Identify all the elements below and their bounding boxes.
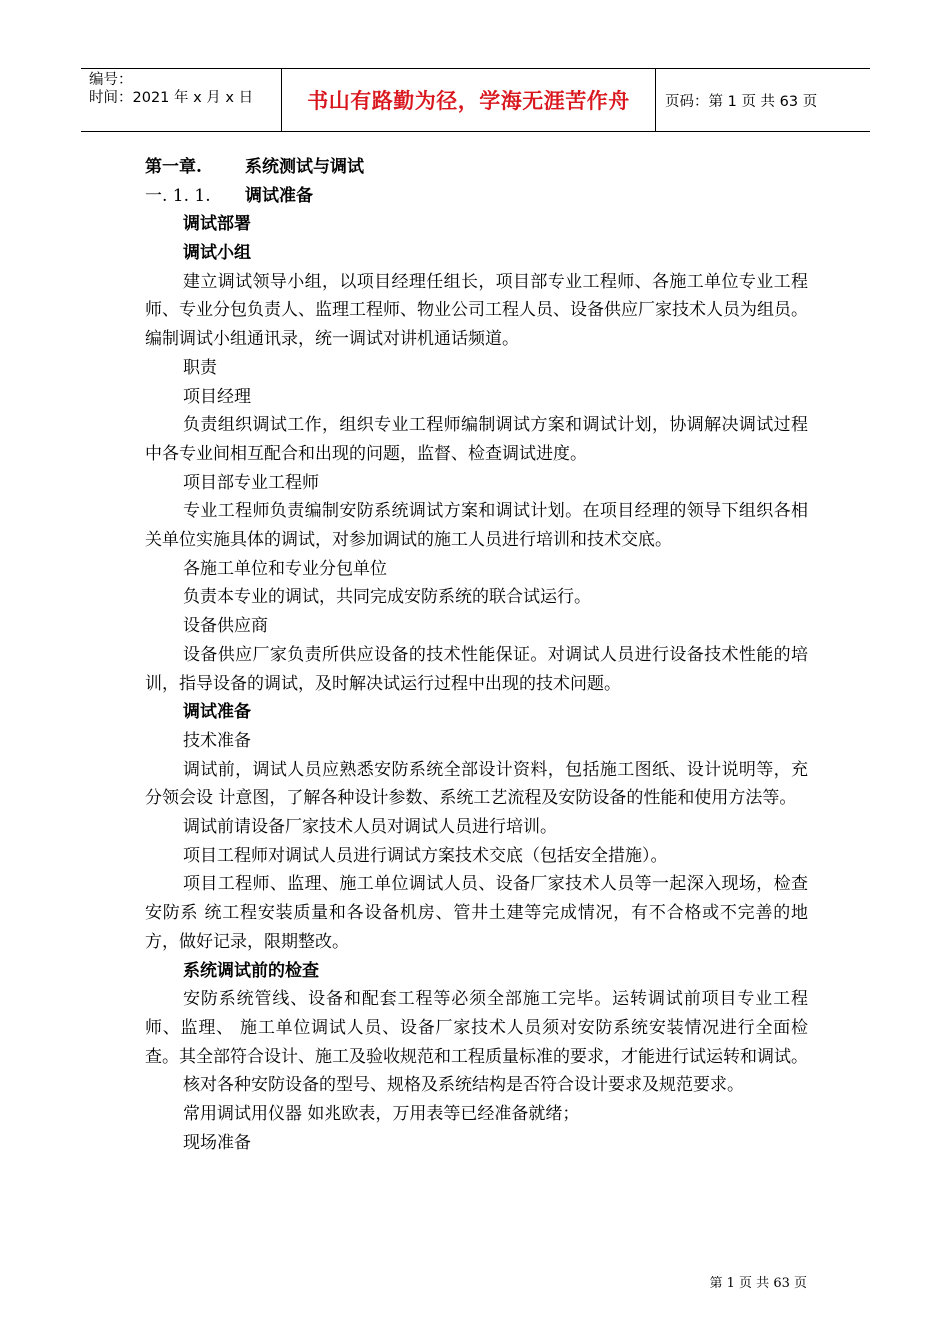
document-body: [145, 153, 808, 1157]
time-label: 时间：2021 年 x 月 x 日: [89, 90, 254, 106]
page-footer: 第 1 页 共 63 页: [709, 1276, 807, 1291]
chapter-title: 系统测试与调试: [245, 157, 364, 177]
section-heading: [145, 182, 808, 211]
paragraph-tech-4: 项目工程师、监理、施工单位调试人员、设备厂家技术人员等一起深入现场，检查安防系 统工程安装质量和各设备机房、管井土建等完成情况，有不合格或不完善的地方，做好记录，限期整改。: [145, 874, 808, 952]
subheading-prep: 调试准备: [183, 702, 251, 723]
label-pm: 项目经理: [183, 386, 251, 407]
chapter-number: 第一章.: [145, 157, 202, 177]
paragraph-pm: 负责组织调试工作，组织专业工程师编制调试方案和调试计划，协调解决调试过程中各专业间相互配合和出现的问题，监督、检查调试进度。: [145, 415, 808, 464]
paragraph-engineer: 专业工程师负责编制安防系统调试方案和调试计划。在项目经理的领导下组织各相关单位实施具体的调试，对参加调试的施工人员进行培训和技术交底。: [145, 501, 808, 551]
paragraph-contractors: 负责本专业的调试，共同完成安防系统的联合试运行。: [183, 587, 591, 608]
section-number: 一. 1. 1.: [145, 185, 211, 206]
subheading-deploy: 调试部署: [183, 214, 251, 235]
header-motto: 书山有路勤为径，学海无涯苦作舟: [282, 69, 656, 131]
paragraph-tech-3: 项目工程师对调试人员进行调试方案技术交底（包括安全措施）。: [183, 845, 668, 866]
label-engineer: 项目部专业工程师: [183, 472, 319, 493]
chapter-heading: [145, 153, 808, 182]
serial-label: 编号：: [89, 72, 133, 88]
paragraph-tech-1: 调试前，调试人员应熟悉安防系统全部设计资料，包括施工图纸、设计说明等，充分领会设 计意图，了解各种设计参数、系统工艺流程及安防设备的性能和使用方法等。: [145, 759, 808, 809]
label-tech-prep: 技术准备: [183, 730, 251, 751]
paragraph-group: 建立调试领导小组，以项目经理任组长，项目部专业工程师、各施工单位专业工程师、专业分包负责人、监理工程师、物业公司工程人员、设备供应厂家技术人员为组员。编制调试小组通讯录，统一调试对讲机通话频道。: [145, 271, 808, 350]
subheading-group: 调试小组: [183, 243, 251, 264]
page-header: [81, 68, 870, 132]
paragraph-check-3: 常用调试用仪器 如兆欧表，万用表等已经准备就绪；: [183, 1104, 580, 1125]
label-supplier: 设备供应商: [183, 616, 268, 637]
paragraph-tech-2: 调试前请设备厂家技术人员对调试人员进行培训。: [183, 817, 557, 837]
paragraph-check-2: 核对各种安防设备的型号、规格及系统结构是否符合设计要求及规范要求。: [183, 1075, 744, 1096]
label-contractors: 各施工单位和专业分包单位: [183, 558, 387, 579]
section-title: 调试准备: [245, 185, 313, 206]
label-duty: 职责: [183, 357, 217, 378]
paragraph-check-1: 安防系统管线、设备和配套工程等必须全部施工完毕。运转调试前项目专业工程师、监理、 施工单位调试人员、设备厂家技术人员须对安防系统安装情况进行全面检查。其全部符合设计、施工及验收规范和工程质量标准的要求，才能进行试运转和调试。: [145, 989, 808, 1067]
subheading-check: 系统调试前的检查: [183, 960, 319, 981]
paragraph-supplier: 设备供应厂家负责所供应设备的技术性能保证。对调试人员进行设备技术性能的培训，指导设备的调试，及时解决试运行过程中出现的技术问题。: [145, 644, 808, 694]
header-meta-cell: [81, 69, 282, 131]
header-page-label: 页码：第 1 页 共 63 页: [665, 93, 818, 110]
label-site-prep: 现场准备: [183, 1132, 251, 1153]
